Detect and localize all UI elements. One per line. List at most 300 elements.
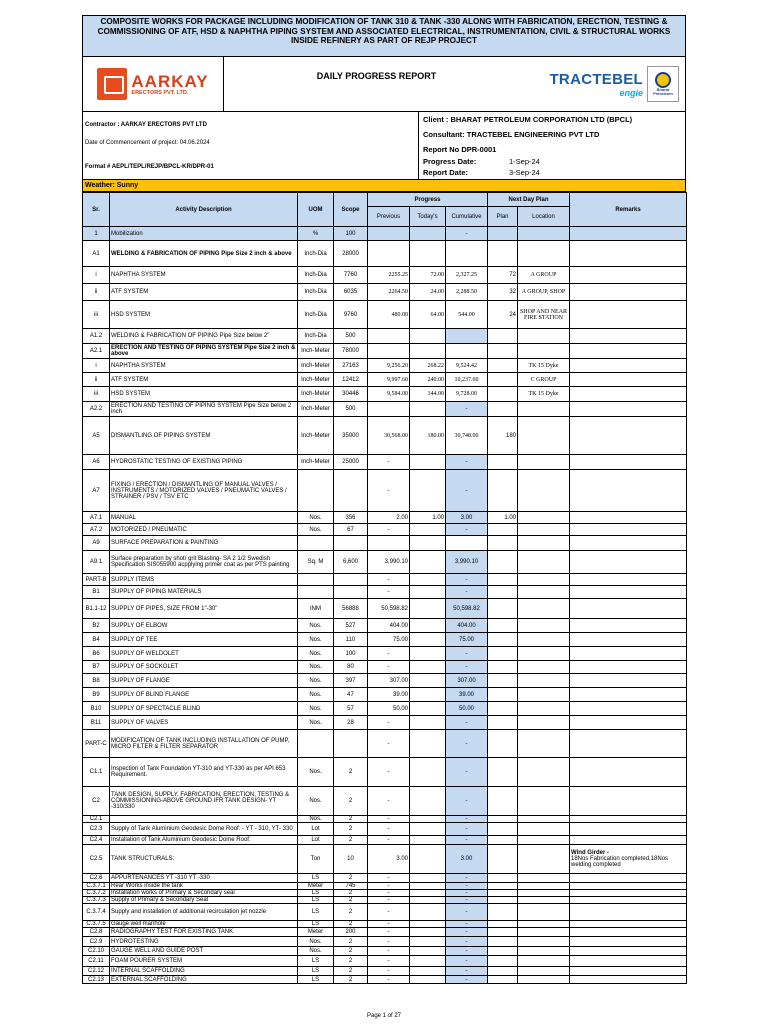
cell-remarks [570,947,687,956]
progress-date-label: Progress Date: [423,157,477,166]
cell-cumulative: - [446,947,488,956]
cell-location [518,688,570,702]
cell-plan [488,787,518,816]
cell-activity: HSD SYSTEM [110,387,298,402]
cell-plan [488,758,518,787]
cell-location [518,586,570,599]
cell-uom: Nos. [298,661,334,674]
cell-uom: Nos. [298,937,334,947]
report-sheet [82,15,686,984]
cell-sr: B8 [83,674,110,688]
cell-previous: - [368,967,410,976]
cell-location [518,702,570,716]
table-row [83,470,687,512]
cell-previous: - [368,976,410,984]
cell-cumulative: - [446,937,488,947]
cell-uom: LS [298,976,334,984]
cell-plan [488,897,518,904]
cell-uom: Nos. [298,816,334,823]
report-number: Report No DPR-0001 [423,145,497,154]
cell-uom: Nos. [298,758,334,787]
cell-location [518,937,570,947]
cell-cumulative: - [446,716,488,730]
cell-cumulative: - [446,816,488,823]
cell-cumulative: 10,237.60 [446,373,488,387]
cell-activity: NAPHTHA SYSTEM [110,359,298,373]
cell-previous: - [368,937,410,947]
table-row [83,976,687,984]
cell-previous [368,402,410,417]
cell-cumulative: 404.00 [446,619,488,633]
cell-uom: Nos. [298,947,334,956]
cell-sr: A2.1 [83,344,110,359]
cell-remarks [570,937,687,947]
cell-activity: Surface preparation by shot/ grit Blasting- SA 2 1/2 Swedish Specification SIS055900 acpplying primer coat as per PTS painting [110,551,298,574]
cell-activity: Inspection of Tank Foundation YT-310 and YT-330 as per API 653 Requirement. [110,758,298,787]
cell-scope: 356 [334,512,368,524]
cell-activity: DISMANTLING OF PIPING SYSTEM [110,417,298,455]
cell-scope: 2 [334,976,368,984]
cell-plan [488,387,518,402]
cell-plan [488,921,518,928]
cell-plan [488,661,518,674]
cell-remarks [570,647,687,661]
cell-previous: - [368,758,410,787]
tractebel-logo [549,71,643,98]
cell-previous: - [368,897,410,904]
cell-sr: A9 [83,536,110,551]
cell-activity: HYDROSTATIC TESTING OF EXISTING PIPING [110,455,298,470]
aarkay-logo [83,57,224,111]
cell-scope [334,470,368,512]
cell-remarks [570,359,687,373]
cell-sr: i [83,267,110,284]
cell-cumulative: 3.00 [446,512,488,524]
cell-scope: 100 [334,227,368,241]
cell-previous: 9,584.00 [368,387,410,402]
cell-previous [368,241,410,267]
cell-cumulative: 9,524.42 [446,359,488,373]
cell-uom: Inch-Dia [298,329,334,344]
cell-location [518,661,570,674]
cell-sr: C2.9 [83,937,110,947]
table-row [83,455,687,470]
cell-sr: A9.1 [83,551,110,574]
table-row [83,633,687,647]
cell-scope: 745 [334,883,368,890]
report-title: DAILY PROGRESS REPORT [316,71,437,81]
client: Client : BHARAT PETROLEUM CORPORATION LTD (BPCL) [423,115,633,124]
cell-activity: WELDING & FABRICATION OF PIPING Pipe Size 2 inch & above [110,241,298,267]
client-logos [529,57,685,111]
cell-previous: 39.00 [368,688,410,702]
cell-cumulative: - [446,921,488,928]
cell-previous: 2255.25 [368,267,410,284]
cell-todays [410,758,446,787]
cell-todays [410,470,446,512]
cell-uom: Inch-Meter [298,359,334,373]
cell-cumulative: - [446,836,488,845]
cell-sr: C.3.7.4 [83,904,110,921]
table-row [83,417,687,455]
cell-scope [334,730,368,758]
project-title: COMPOSITE WORKS FOR PACKAGE INCLUDING MODIFICATION OF TANK 310 & TANK -330 ALONG WITH FABRICATION, ERECTION, TESTING & COMMISSIONING OF ATF, HSD & NAPHTHA PIPING SYSTEM AND ASSOCIATED ELECTRICAL, INSTRUMENTATION, CIVIL & STRUCTURAL WORKS INSIDE REFINERY AS PART OF REJP PROJECT [82,15,686,57]
cell-remarks [570,702,687,716]
cell-activity: MANUAL [110,512,298,524]
cell-activity: Mobilization [110,227,298,241]
cell-cumulative: - [446,904,488,921]
format-number: Format # AEPL/TEPL/REJP/BPCL-KR/DPR-01 [85,164,214,170]
cell-activity: MODIFICATION OF TANK INCLUDING INSTALLATION OF PUMP, MICRO FILTER & FILTER SEPARATOR [110,730,298,758]
cell-cumulative: - [446,823,488,836]
cell-uom: Inch-Dia [298,267,334,284]
cell-plan [488,702,518,716]
cell-previous: - [368,787,410,816]
cell-plan [488,956,518,967]
cell-previous: - [368,823,410,836]
cell-activity: Installation works of Primary & Secondary seal [110,890,298,897]
cell-uom: Inch-Dia [298,284,334,301]
cell-sr: C2.12 [83,967,110,976]
cell-cumulative: 30,748.00 [446,417,488,455]
cell-location [518,241,570,267]
cell-scope: 2 [334,874,368,883]
cell-uom: LS [298,890,334,897]
cell-todays [410,551,446,574]
cell-remarks [570,836,687,845]
commencement-date: Date of Commencement of project: 04.06.2024 [85,140,210,146]
cell-todays [410,921,446,928]
cell-activity: SUPPLY OF BLIND FLANGE [110,688,298,702]
cell-todays [410,329,446,344]
cell-previous: - [368,874,410,883]
cell-location [518,730,570,758]
cell-remarks [570,512,687,524]
cell-uom [298,586,334,599]
cell-location: SHOP AND NEAR FIRE STATION [518,301,570,329]
cell-plan [488,874,518,883]
cell-uom: Inch-Meter [298,402,334,417]
cell-plan [488,359,518,373]
cell-cumulative: - [446,524,488,536]
cell-plan [488,937,518,947]
cell-cumulative [446,329,488,344]
cell-uom: Nos. [298,633,334,647]
cell-plan [488,836,518,845]
cell-location [518,227,570,241]
cell-todays [410,241,446,267]
cell-scope: 2 [334,897,368,904]
remark-heading: Wind Girder - [571,850,609,856]
cell-uom: Meter [298,883,334,890]
cell-remarks: Wind Girder - 18Nos Fabrication completed,18Nos welding completed [570,845,687,874]
cell-activity: SUPPLY OF PIPING MATERIALS [110,586,298,599]
cell-uom: Nos. [298,716,334,730]
cell-sr: A7.2 [83,524,110,536]
cell-scope: 10 [334,845,368,874]
table-row [83,551,687,574]
cell-previous: 9,997.60 [368,373,410,387]
cell-sr: C2.3 [83,823,110,836]
cell-activity: ATF SYSTEM [110,284,298,301]
cell-uom: Lot [298,836,334,845]
cell-scope [334,536,368,551]
cell-scope: 2 [334,787,368,816]
aarkay-logo-name: AARKAY [131,71,209,91]
cell-uom: Lot [298,823,334,836]
cell-todays [410,730,446,758]
cell-location [518,599,570,619]
cell-uom: LS [298,956,334,967]
cell-remarks [570,524,687,536]
cell-cumulative: 50.00 [446,702,488,716]
cell-previous: 480.00 [368,301,410,329]
cell-todays [410,904,446,921]
cell-location [518,845,570,874]
cell-todays: 240.00 [410,373,446,387]
cell-plan [488,730,518,758]
cell-location [518,619,570,633]
cell-plan [488,227,518,241]
cell-remarks [570,619,687,633]
cell-plan: 1.00 [488,512,518,524]
cell-location [518,897,570,904]
cell-sr: PART-C [83,730,110,758]
cell-location: A GROUP, SHOP [518,284,570,301]
cell-todays [410,937,446,947]
aarkay-logo-icon [97,68,127,100]
cell-previous: - [368,956,410,967]
cell-previous: - [368,921,410,928]
cell-previous: - [368,947,410,956]
table-row [83,599,687,619]
cell-scope: 200 [334,928,368,937]
cell-previous: 30,568.00 [368,417,410,455]
cell-todays [410,688,446,702]
aarkay-logo-sub: ERECTORS PVT. LTD. [131,89,189,96]
cell-todays [410,787,446,816]
cell-scope: 500 [334,402,368,417]
cell-activity: Supply of Tank Aluminium Geodesic Dome Roof: - YT - 310, YT- 330 [110,823,298,836]
cell-sr: C.3.7.3 [83,897,110,904]
cell-sr: B4 [83,633,110,647]
table-row [83,947,687,956]
cell-cumulative: 544.00 [446,301,488,329]
table-row [83,586,687,599]
cell-todays [410,344,446,359]
cell-sr: A5 [83,417,110,455]
cell-location [518,928,570,937]
cell-previous: 2264.50 [368,284,410,301]
cell-previous [368,344,410,359]
cell-todays [410,524,446,536]
col-location: Location [518,207,570,227]
cell-scope: 2 [334,816,368,823]
cell-scope: 80 [334,661,368,674]
cell-activity: SUPPLY OF TEE [110,633,298,647]
tractebel-logo-name: TRACTEBEL [549,70,643,88]
cell-previous: - [368,730,410,758]
cell-plan [488,241,518,267]
cell-plan [488,816,518,823]
cell-activity: Installation of Tank Aluminium Geodesic Dome Roof: [110,836,298,845]
cell-scope: 78000 [334,344,368,359]
cell-activity: ERECTION AND TESTING OF PIPING SYSTEM Pipe Size below 2 inch [110,402,298,417]
cell-sr: C2.1 [83,816,110,823]
cell-location [518,417,570,455]
cell-cumulative: - [446,227,488,241]
table-row [83,387,687,402]
cell-remarks [570,574,687,586]
cell-todays: 64.00 [410,301,446,329]
cell-location [518,816,570,823]
cell-sr: C1.1 [83,758,110,787]
table-row [83,730,687,758]
cell-remarks [570,344,687,359]
cell-activity: TANK DESIGN, SUPPLY, FABRICATION, ERECTION, TESTING & COMMISSIONING-ABOVE GROUND IFR TANK DESIGN- YT -310/330 [110,787,298,816]
col-todays: Today's [410,207,446,227]
cell-cumulative: - [446,402,488,417]
table-row [83,904,687,921]
cell-plan [488,823,518,836]
table-row [83,619,687,633]
table-row [83,823,687,836]
cell-activity: SUPPLY OF FLANGE [110,674,298,688]
table-row [83,524,687,536]
cell-cumulative: 3,990.10 [446,551,488,574]
col-plan: Plan [488,207,518,227]
cell-plan [488,536,518,551]
bpcl-emblem-icon [655,72,671,88]
cell-location: TK 15 Dyke [518,359,570,373]
cell-scope: 9760 [334,301,368,329]
table-row [83,883,687,890]
table-row [83,787,687,816]
cell-scope: 67 [334,524,368,536]
cell-location [518,823,570,836]
cell-sr: A6 [83,455,110,470]
cell-cumulative: - [446,470,488,512]
cell-uom [298,470,334,512]
cell-remarks [570,241,687,267]
cell-plan: 72 [488,267,518,284]
cell-uom: Ton [298,845,334,874]
cell-scope: 500 [334,329,368,344]
cell-previous: - [368,661,410,674]
cell-remarks [570,904,687,921]
cell-activity: ERECTION AND TESTING OF PIPING SYSTEM Pipe Size 2 inch & above [110,344,298,359]
table-row [83,897,687,904]
cell-todays [410,402,446,417]
cell-uom [298,536,334,551]
cell-location [518,947,570,956]
cell-sr: B6 [83,647,110,661]
cell-scope: 2 [334,937,368,947]
cell-todays [410,647,446,661]
cell-sr: ii [83,373,110,387]
col-sr: Sr. [83,193,110,227]
cell-location [518,524,570,536]
table-row [83,845,687,874]
cell-activity: MOTORIZED / PNEUMATIC [110,524,298,536]
cell-plan: 32 [488,284,518,301]
cell-plan [488,845,518,874]
cell-uom: Sq. M [298,551,334,574]
table-row [83,967,687,976]
cell-previous [368,329,410,344]
cell-todays: 268.22 [410,359,446,373]
cell-remarks [570,470,687,512]
cell-scope: 7760 [334,267,368,284]
cell-uom: Inch-Meter [298,344,334,359]
cell-todays [410,633,446,647]
cell-plan [488,716,518,730]
table-row [83,688,687,702]
cell-todays [410,702,446,716]
cell-activity: NAPHTHA SYSTEM [110,267,298,284]
cell-scope: 2 [334,836,368,845]
cell-scope: 47 [334,688,368,702]
cell-todays [410,890,446,897]
cell-location [518,536,570,551]
cell-activity: Gauge well manhole [110,921,298,928]
cell-uom: Nos. [298,647,334,661]
cell-cumulative: - [446,874,488,883]
cell-cumulative [446,344,488,359]
cell-todays [410,928,446,937]
cell-uom: Nos. [298,524,334,536]
col-cumulative: Cumulative [446,207,488,227]
cell-plan [488,455,518,470]
cell-uom: Nos. [298,619,334,633]
cell-sr: C2.13 [83,976,110,984]
cell-location [518,967,570,976]
cell-todays [410,967,446,976]
progress-table [82,192,687,984]
cell-uom: LS [298,967,334,976]
cell-activity: APPURTENANCES YT -310 YT -330 [110,874,298,883]
cell-location: TK 15 Dyke [518,387,570,402]
table-row [83,227,687,241]
cell-activity: SUPPLY OF SOCKOLET [110,661,298,674]
cell-remarks [570,227,687,241]
page-footer: Page 1 of 27 [366,1013,402,1019]
cell-cumulative: 9,728.00 [446,387,488,402]
cell-todays [410,661,446,674]
cell-todays: 72.00 [410,267,446,284]
cell-remarks [570,536,687,551]
cell-activity: Supply and installation of additional recirculation jet nozzle [110,904,298,921]
table-row [83,716,687,730]
cell-uom: Nos. [298,688,334,702]
cell-activity: SUPPLY ITEMS [110,574,298,586]
cell-activity: SUPPLY OF VALVES [110,716,298,730]
cell-location [518,956,570,967]
cell-remarks [570,661,687,674]
cell-previous: 50.00 [368,702,410,716]
cell-previous: - [368,904,410,921]
cell-location [518,329,570,344]
cell-previous: - [368,455,410,470]
cell-todays: 144.00 [410,387,446,402]
cell-cumulative: - [446,730,488,758]
cell-location [518,787,570,816]
cell-scope: 27163 [334,359,368,373]
cell-location [518,470,570,512]
cell-remarks [570,816,687,823]
cell-previous: - [368,586,410,599]
cell-scope: 12412 [334,373,368,387]
